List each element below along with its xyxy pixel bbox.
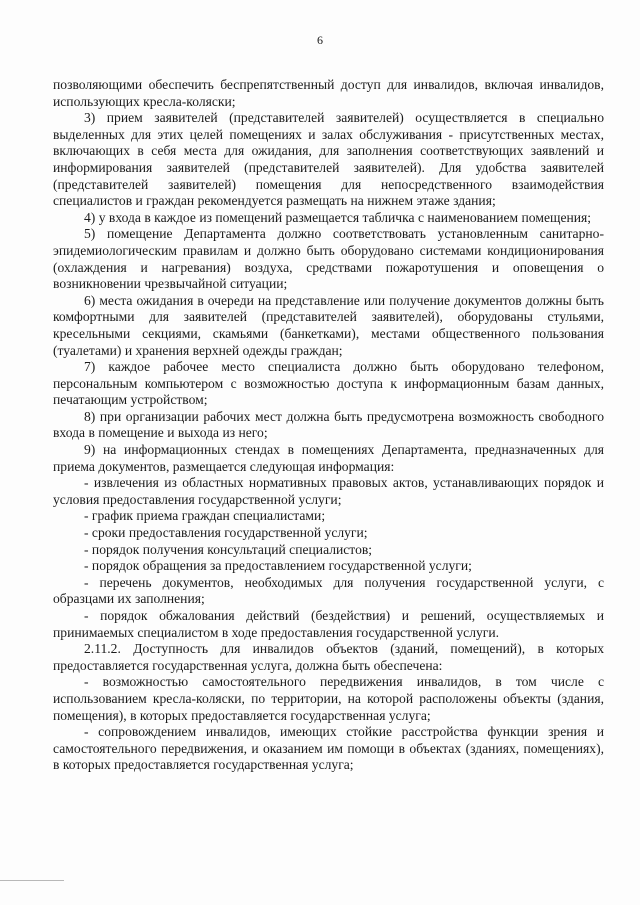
paragraph-item-6: 6) места ожидания в очереди на представление или получение документов должны быть комфортными для заявителей (представителей заявителей), оборудованы стульями, кресельными секциями, скамьями (банкетками), местами общественного пользования (туалетами) и хранения верхней одежды граждан; [53,292,604,358]
list-item-deadlines: - сроки предоставления государственной услуги; [84,525,368,541]
document-body [53,77,604,774]
paragraph-item-7: 7) каждое рабочее место специалиста должно быть оборудовано телефоном, персональным компьютером с возможностью доступа к информационным базам данных, печатающим устройством; [53,359,604,408]
paragraph-item-8: 8) при организации рабочих мест должна быть предусмотрена возможность свободного входа в помещение и выхода из него; [53,408,604,441]
paragraph-continuation: позволяющими обеспечить беспрепятственный доступ для инвалидов, включая инвалидов, использующих кресла-коляски; [53,77,604,109]
paragraph-item-4: 4) у входа в каждое из помещений размещается табличка с наименованием помещения; [84,209,592,225]
list-item-appeal-procedure: - порядок обжалования действий (бездействия) и решений, осуществляемых и принимаемых специалистом в ходе предоставления государственной услуги. [53,608,604,640]
paragraph-section-2-11-2: 2.11.2. Доступность для инвалидов объектов (зданий, помещений), в которых предоставляется государственная услуга, должна быть обеспечена: [53,641,604,673]
list-item-mobility: - возможностью самостоятельного передвижения инвалидов, в том числе с использованием кресла-коляски, по территории, на которой расположены объекты (здания, помещения), в которых предоставляется государственная услуга; [53,674,604,723]
list-item-schedule: - график приема граждан специалистами; [84,508,326,524]
scan-edge-rule [0,880,64,881]
list-item-assistance: - сопровождением инвалидов, имеющих стойкие расстройства функции зрения и самостоятельного передвижения, и оказанием им помощи в объектах (зданиях, помещениях), в которых предоставляется государственная услуга; [53,724,604,773]
list-item-application-procedure: - порядок обращения за предоставлением государственной услуги; [84,558,472,574]
paragraph-item-3: 3) прием заявителей (представителей заявителей) осуществляется в специально выделенных для этих целей помещениях и залах обслуживания - присутственных местах, включающих в себя места для ожидания, для заполнения соответствующих заявлений и информирования заявителей (представителей заявителей). Для удобства заявителей (представителей заявителей) помещения для непосредственного взаимодействия специалистов и граждан рекомендуется размещать на нижнем этаже здания; [53,110,604,209]
list-item-documents-list: - перечень документов, необходимых для получения государственной услуги, с образцами их заполнения; [53,574,604,607]
list-item-consultations: - порядок получения консультаций специалистов; [84,541,373,557]
paragraph-item-5: 5) помещение Департамента должно соответствовать установленным санитарно-эпидемиологическим правилам и должно быть оборудовано системами кондиционирования (охлаждения и нагревания) воздуха, средствами пожаротушения и оповещения о возникновении чрезвычайной ситуации; [53,226,604,292]
page-number: 6 [317,33,323,47]
list-item-extracts: - извлечения из областных нормативных правовых актов, устанавливающих порядок и условия предоставления государственной услуги; [53,475,604,507]
paragraph-item-9: 9) на информационных стендах в помещениях Департамента, предназначенных для приема документов, размещается следующая информация: [53,442,604,474]
